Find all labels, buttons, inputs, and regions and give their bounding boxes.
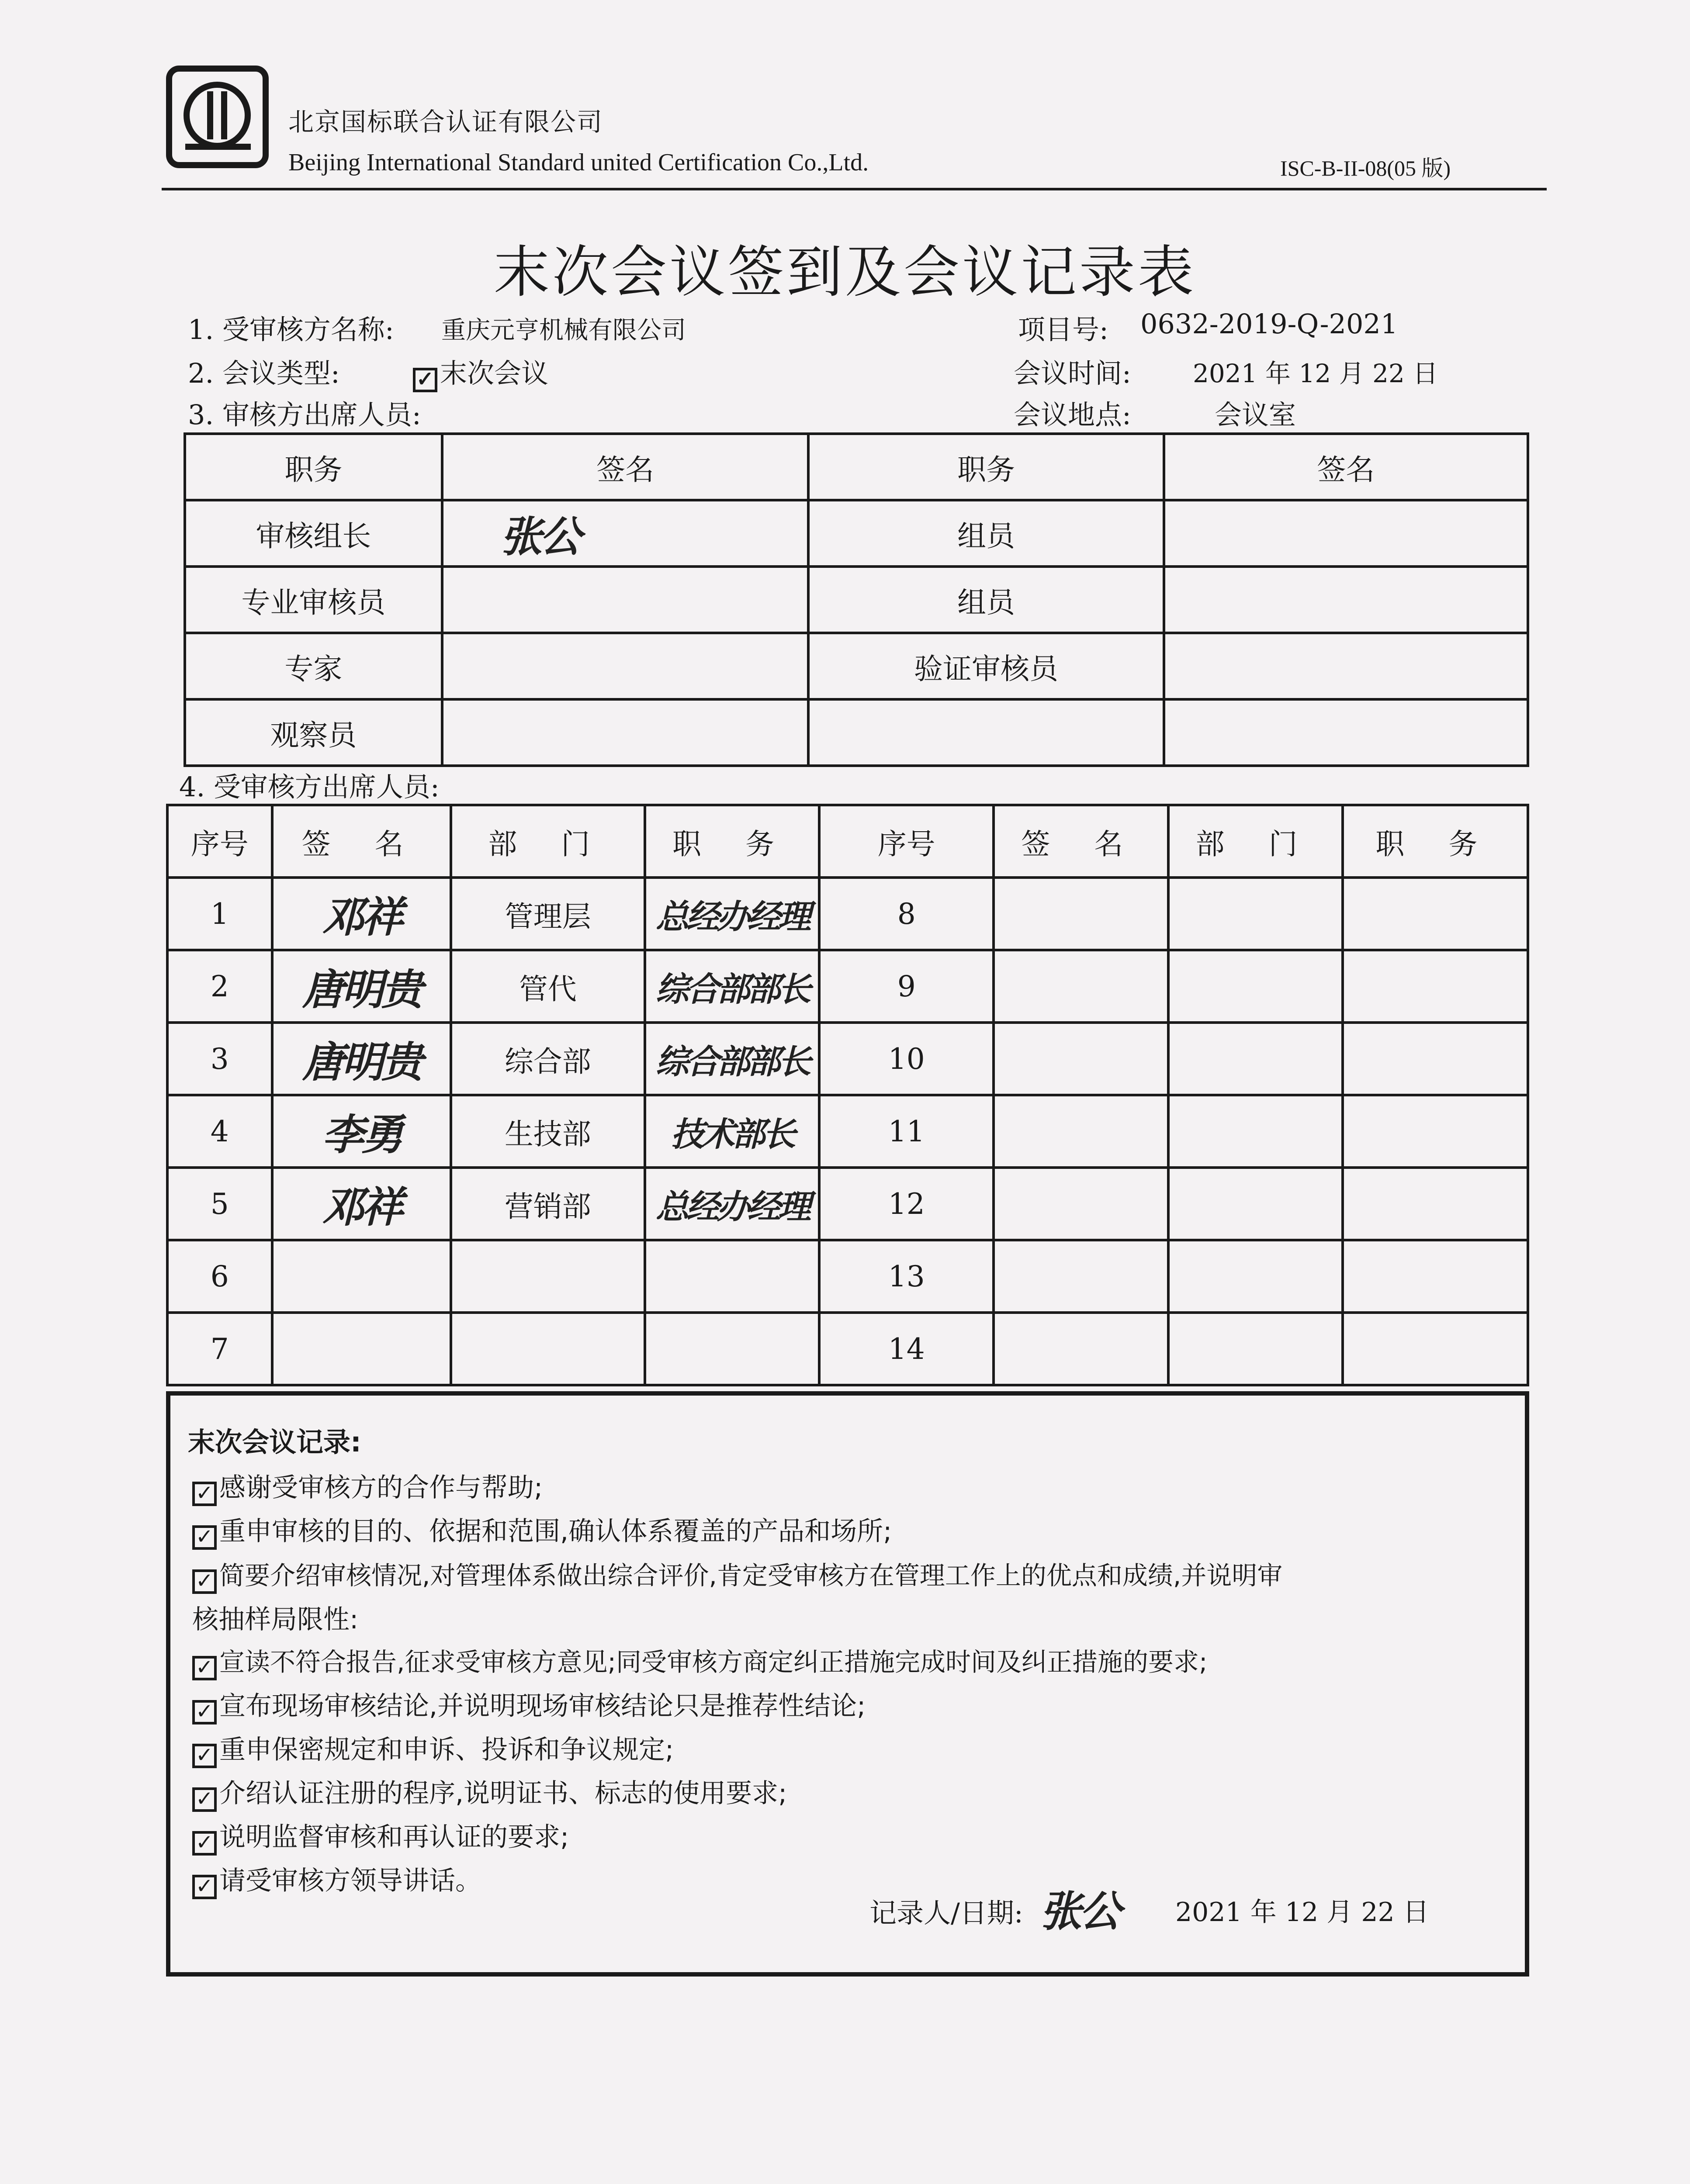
department-cell (1168, 878, 1343, 950)
signature-cell (994, 950, 1168, 1023)
client-attendance-table (166, 804, 1529, 1386)
company-name-cn: 北京国标联合认证有限公司 (288, 107, 603, 137)
role-cell (808, 699, 1164, 766)
table-row (185, 633, 1528, 699)
table-row (167, 878, 1528, 950)
minutes-item-text: 重申审核的目的、依据和范围,确认体系覆盖的产品和场所; (219, 1516, 892, 1547)
minutes-item (192, 1467, 543, 1506)
document-title: 末次会议签到及会议记录表 (493, 240, 1196, 305)
department-cell: 管代 (451, 950, 645, 1023)
table-row (185, 699, 1528, 766)
minutes-checkbox[interactable]: ✓ (192, 1525, 217, 1550)
minutes-checkbox[interactable]: ✓ (192, 1569, 217, 1594)
position-cell: 技术部长 (645, 1095, 819, 1168)
minutes-checkbox[interactable]: ✓ (192, 1700, 217, 1724)
no-cell: 1 (167, 878, 272, 950)
signature-cell (994, 1240, 1168, 1313)
role-cell: 组员 (808, 500, 1164, 567)
signature-cell (1164, 567, 1528, 633)
position-cell (1343, 1095, 1528, 1168)
table-row (185, 567, 1528, 633)
auditee-label: 1. 受审核方名称: (188, 314, 394, 346)
signature-cell: 唐明贵 (272, 950, 451, 1023)
table-row (167, 1240, 1528, 1313)
meeting-type-field (413, 352, 548, 392)
minutes-item-continued: 核抽样局限性: (192, 1604, 359, 1635)
table-row (167, 1095, 1528, 1168)
role-cell: 专家 (185, 633, 442, 699)
minutes-checkbox[interactable]: ✓ (192, 1744, 217, 1768)
position-cell: 总经办经理 (645, 878, 819, 950)
project-value: 0632-2019-Q-2021 (1140, 308, 1398, 340)
no-cell: 6 (167, 1240, 272, 1313)
recorder-signature: 张公 (1040, 1887, 1119, 1936)
signature-cell (994, 1168, 1168, 1240)
department-cell: 生技部 (451, 1095, 645, 1168)
table-header-row (185, 434, 1528, 500)
minutes-item (192, 1510, 892, 1550)
signature-cell: 邓祥 (272, 878, 451, 950)
department-cell (451, 1313, 645, 1385)
header-signature: 签 名 (272, 805, 451, 878)
position-cell: 综合部部长 (645, 1023, 819, 1095)
minutes-title: 末次会议记录: (188, 1426, 361, 1458)
minutes-checkbox[interactable]: ✓ (192, 1831, 217, 1856)
no-cell: 9 (819, 950, 994, 1023)
minutes-item-text: 感谢受审核方的合作与帮助; (219, 1472, 543, 1503)
signature-cell (1164, 633, 1528, 699)
signature-cell (994, 1023, 1168, 1095)
no-cell: 8 (819, 878, 994, 950)
minutes-item (192, 1816, 569, 1856)
minutes-item-text: 简要介绍审核情况,对管理体系做出综合评价,肯定受审核方在管理工作上的优点和成绩,并说明审 (219, 1561, 1283, 1590)
signature-cell (272, 1313, 451, 1385)
signature-cell: 张公 (442, 500, 809, 567)
department-cell: 管理层 (451, 878, 645, 950)
minutes-item (192, 1555, 1282, 1594)
signature-cell (1164, 699, 1528, 766)
client-attendees-label: 4. 受审核方出席人员: (179, 771, 440, 803)
role-cell: 专业审核员 (185, 567, 442, 633)
minutes-checkbox[interactable]: ✓ (192, 1875, 217, 1899)
signature-cell (994, 1095, 1168, 1168)
no-cell: 4 (167, 1095, 272, 1168)
department-cell (1168, 1168, 1343, 1240)
role-cell: 组员 (808, 567, 1164, 633)
signature-cell: 唐明贵 (272, 1023, 451, 1095)
signature-cell: 邓祥 (272, 1168, 451, 1240)
table-row (167, 1168, 1528, 1240)
no-cell: 11 (819, 1095, 994, 1168)
minutes-checkbox[interactable]: ✓ (192, 1787, 217, 1812)
table-row (167, 1313, 1528, 1385)
header-department: 部 门 (451, 805, 645, 878)
position-cell (645, 1240, 819, 1313)
position-cell (1343, 878, 1528, 950)
minutes-item (192, 1685, 866, 1724)
position-cell (1343, 950, 1528, 1023)
signature-cell (272, 1240, 451, 1313)
no-cell: 13 (819, 1240, 994, 1313)
no-cell: 3 (167, 1023, 272, 1095)
no-cell: 2 (167, 950, 272, 1023)
table-row (167, 1023, 1528, 1095)
company-name-en: Beijing International Standard united Certification Co.,Ltd. (288, 149, 869, 176)
role-cell: 审核组长 (185, 500, 442, 567)
company-logo (166, 66, 269, 168)
header-signature: 签名 (1164, 434, 1528, 500)
signature-cell (994, 1313, 1168, 1385)
department-cell (1168, 1095, 1343, 1168)
minutes-item-text: 说明监督审核和再认证的要求; (219, 1822, 569, 1852)
meeting-type-value: 末次会议 (440, 357, 549, 389)
header-signature: 签名 (442, 434, 809, 500)
minutes-item (192, 1641, 1208, 1680)
meeting-place-label: 会议地点: (1014, 399, 1131, 431)
header-role: 职务 (808, 434, 1164, 500)
header-no: 序号 (167, 805, 272, 878)
meeting-time-label: 会议时间: (1014, 357, 1131, 389)
department-cell (451, 1240, 645, 1313)
department-cell (1168, 1240, 1343, 1313)
auditor-attendees-label: 3. 审核方出席人员: (188, 399, 421, 431)
signature-cell (442, 567, 809, 633)
logo-icon (172, 72, 263, 162)
header-divider (162, 188, 1547, 190)
meeting-time-value: 2021 年 12 月 22 日 (1193, 359, 1438, 388)
minutes-item-text: 宣读不符合报告,征求受审核方意见;同受审核方商定纠正措施完成时间及纠正措施的要求; (219, 1647, 1208, 1677)
minutes-checkbox[interactable]: ✓ (192, 1482, 217, 1506)
no-cell: 10 (819, 1023, 994, 1095)
role-cell: 观察员 (185, 699, 442, 766)
recorder-date: 2021 年 12 月 22 日 (1175, 1897, 1429, 1928)
signature-cell (994, 878, 1168, 950)
minutes-item-text: 重申保密规定和申诉、投诉和争议规定; (219, 1735, 674, 1765)
no-cell: 12 (819, 1168, 994, 1240)
role-cell: 验证审核员 (808, 633, 1164, 699)
project-label: 项目号: (1018, 314, 1108, 346)
minutes-item-text: 宣布现场审核结论,并说明现场审核结论只是推荐性结论; (219, 1691, 866, 1721)
department-cell (1168, 950, 1343, 1023)
table-header-row (167, 805, 1528, 878)
recorder-label: 记录人/日期: (869, 1897, 1023, 1929)
minutes-item-text: 介绍认证注册的程序,说明证书、标志的使用要求; (219, 1778, 787, 1809)
department-cell: 综合部 (451, 1023, 645, 1095)
auditor-attendance-table (184, 432, 1529, 767)
department-cell (1168, 1023, 1343, 1095)
header-position: 职 务 (1343, 805, 1528, 878)
position-cell: 总经办经理 (645, 1168, 819, 1240)
no-cell: 5 (167, 1168, 272, 1240)
department-cell: 营销部 (451, 1168, 645, 1240)
department-cell (1168, 1313, 1343, 1385)
meeting-type-label: 2. 会议类型: (188, 357, 340, 389)
header-role: 职务 (185, 434, 442, 500)
meeting-type-checkbox[interactable]: ✓ (413, 368, 437, 392)
position-cell: 综合部部长 (645, 950, 819, 1023)
table-row (185, 500, 1528, 567)
minutes-item (192, 1860, 481, 1899)
signature-cell (442, 699, 809, 766)
signature-cell (442, 633, 809, 699)
minutes-item-text: 请受审核方领导讲话。 (219, 1866, 481, 1896)
no-cell: 7 (167, 1313, 272, 1385)
signature-cell: 李勇 (272, 1095, 451, 1168)
position-cell (1343, 1168, 1528, 1240)
table-row (167, 950, 1528, 1023)
signature-cell (1164, 500, 1528, 567)
minutes-item (192, 1729, 674, 1768)
header-position: 职 务 (645, 805, 819, 878)
position-cell (645, 1313, 819, 1385)
position-cell (1343, 1313, 1528, 1385)
auditee-value: 重庆元亨机械有限公司 (441, 316, 686, 345)
minutes-checkbox[interactable]: ✓ (192, 1656, 217, 1680)
form-code: ISC-B-II-08(05 版) (1280, 156, 1451, 180)
position-cell (1343, 1240, 1528, 1313)
position-cell (1343, 1023, 1528, 1095)
header-no: 序号 (819, 805, 994, 878)
header-signature: 签 名 (994, 805, 1168, 878)
minutes-item (192, 1773, 787, 1812)
header-department: 部 门 (1168, 805, 1343, 878)
no-cell: 14 (819, 1313, 994, 1385)
meeting-place-value: 会议室 (1215, 399, 1296, 431)
